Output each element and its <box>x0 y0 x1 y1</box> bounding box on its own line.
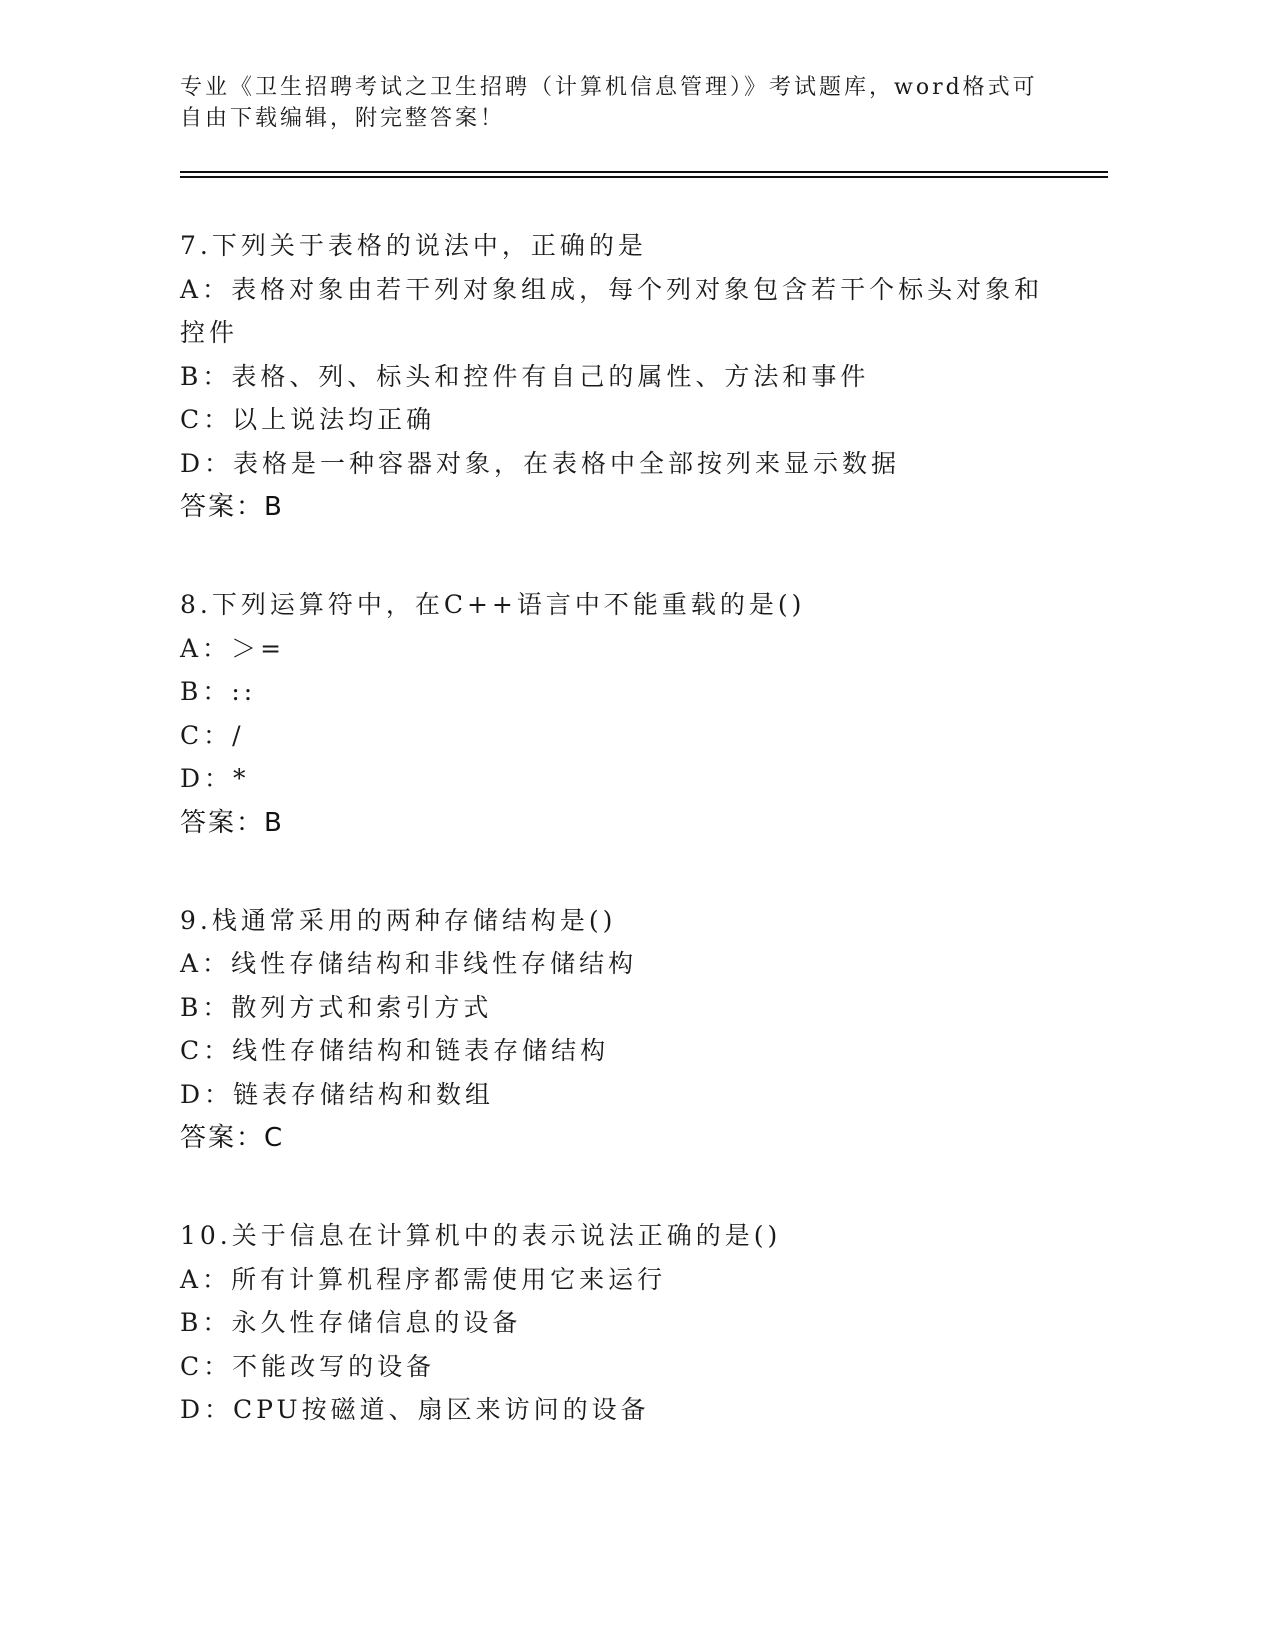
option-letter: B： <box>180 992 232 1022</box>
question-7 <box>180 224 1050 529</box>
option-letter: C： <box>180 1036 233 1065</box>
option-d <box>180 757 1050 801</box>
option-letter: A： <box>180 1264 232 1294</box>
option-b <box>180 355 1050 399</box>
option-letter: C： <box>180 1351 233 1381</box>
option-text: 所有计算机程序都需使用它来运行 <box>231 1264 667 1294</box>
option-text: ＞= <box>231 633 286 663</box>
option-a <box>180 268 1050 355</box>
question-10 <box>180 1214 1050 1432</box>
option-letter: A： <box>180 633 232 663</box>
question-stem: 7.下列关于表格的说法中，正确的是 <box>180 231 647 260</box>
question-8 <box>180 583 1050 845</box>
option-d <box>180 1388 1050 1432</box>
document-header: 专业《卫生招聘考试之卫生招聘（计算机信息管理）》考试题库，word格式可自由下载编辑，附完整答案！ <box>180 75 1038 131</box>
answer-label: 答案：B <box>180 492 284 522</box>
option-text: / <box>232 720 245 750</box>
question-list <box>180 224 1050 1486</box>
option-d <box>180 442 1050 486</box>
option-c <box>180 714 1050 758</box>
option-letter: A： <box>180 274 232 304</box>
option-a <box>180 942 1050 986</box>
question-stem: 10.关于信息在计算机中的表示说法正确的是() <box>180 1221 782 1250</box>
question-stem: 8.下列运算符中，在C++语言中不能重载的是() <box>180 590 806 619</box>
option-letter: A： <box>180 949 232 978</box>
question-stem: 9.栈通常采用的两种存储结构是() <box>180 905 617 935</box>
header-divider-top <box>180 171 1108 173</box>
option-text: :: <box>231 677 257 706</box>
option-letter: B： <box>180 1308 232 1337</box>
option-text: 永久性存储信息的设备 <box>231 1308 522 1337</box>
option-letter: D： <box>180 1395 234 1424</box>
option-b <box>180 670 1050 714</box>
option-c <box>180 398 1050 442</box>
option-b <box>180 986 1050 1030</box>
option-letter: C： <box>180 720 233 750</box>
option-a <box>180 627 1050 671</box>
header-divider-bottom <box>180 176 1108 178</box>
option-c <box>180 1029 1050 1073</box>
option-text: 表格是一种容器对象，在表格中全部按列来显示数据 <box>233 448 901 478</box>
option-text: 散列方式和索引方式 <box>231 992 493 1022</box>
option-letter: B： <box>180 677 232 706</box>
option-text: 线性存储结构和非线性存储结构 <box>231 949 638 978</box>
option-letter: D： <box>180 448 234 478</box>
option-letter: C： <box>180 405 233 434</box>
option-letter: D： <box>180 1079 234 1109</box>
option-letter: D： <box>180 764 234 793</box>
option-text: 线性存储结构和链表存储结构 <box>232 1036 610 1065</box>
question-9 <box>180 899 1050 1161</box>
option-text: 链表存储结构和数组 <box>233 1079 495 1109</box>
option-c <box>180 1345 1050 1389</box>
option-text: 以上说法均正确 <box>232 405 436 434</box>
answer-label: 答案：C <box>180 1123 285 1153</box>
option-letter: B： <box>180 361 232 391</box>
option-b <box>180 1301 1050 1345</box>
option-a <box>180 1258 1050 1302</box>
option-text: 表格对象由若干列对象组成，每个列对象包含若干个标头对象和控件 <box>180 274 1044 347</box>
option-text: 表格、列、标头和控件有自己的属性、方法和事件 <box>231 361 870 391</box>
option-text: CPU按磁道、扇区来访问的设备 <box>233 1395 650 1424</box>
option-d <box>180 1073 1050 1117</box>
option-text: * <box>233 764 250 793</box>
option-text: 不能改写的设备 <box>232 1351 436 1381</box>
answer-label: 答案：B <box>180 807 284 838</box>
